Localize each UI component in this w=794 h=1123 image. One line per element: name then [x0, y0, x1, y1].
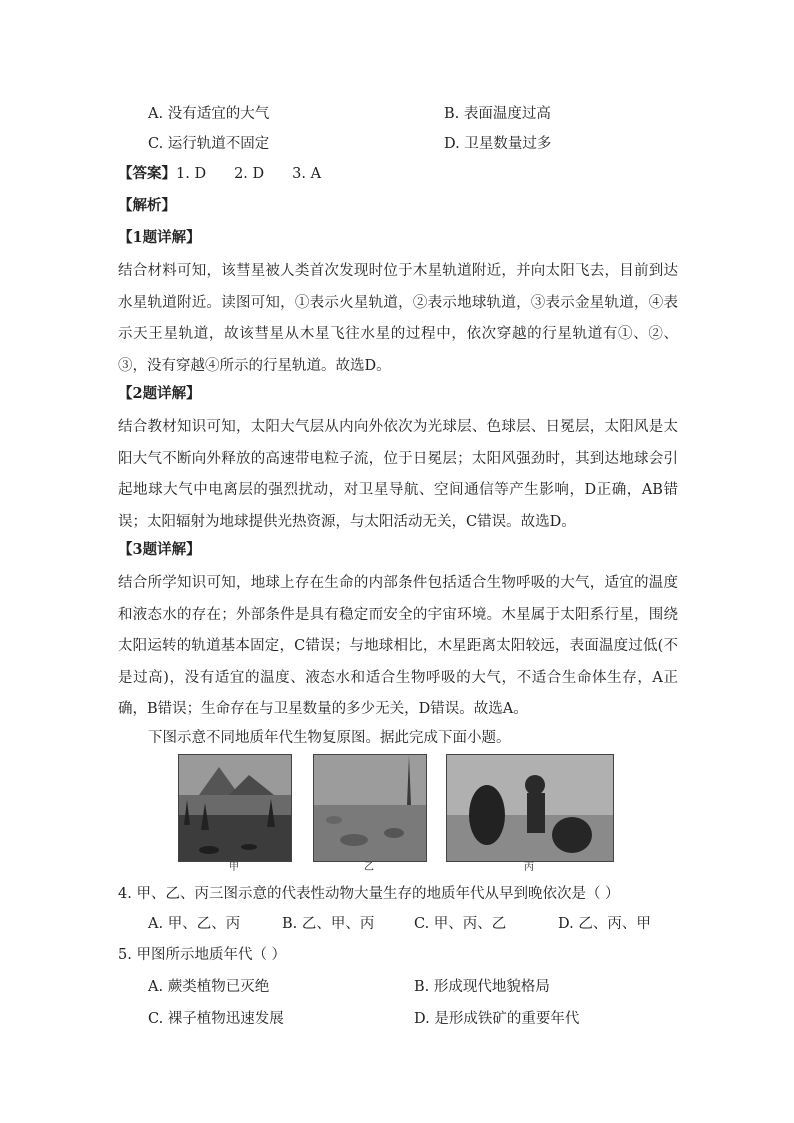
- answer-line: [118, 164, 349, 184]
- q3-option-b: B. 表面温度过高: [444, 106, 551, 122]
- q3-option-a: A. 没有适宜的大气: [148, 106, 270, 122]
- q5-option-c: C. 裸子植物迅速发展: [148, 1011, 284, 1027]
- figure-jia-image: [178, 754, 292, 862]
- q4-option-a: A. 甲、乙、丙: [148, 916, 241, 932]
- q5-option-b: B. 形成现代地貌格局: [414, 979, 550, 995]
- q3-text: 结合所学知识可知，地球上存在生命的内部条件包括适合生物呼吸的大气，适宜的温度和液态水的存在；外部条件是具有稳定而安全的宇宙环境。木星属于太阳系行星，围绕太阳运转的轨道基本固定，C错误；与地球相比，木星距离太阳较远，表面温度过低(不是过高)，没有适宜的温度、液态水和适合生物呼吸的大气，不适合生命体生存，A正确，B错误；生命存在与卫星数量的多少无关，D错误。故选A。: [118, 575, 678, 717]
- q5-option-a: A. 蕨类植物已灭绝: [148, 979, 270, 995]
- figure-caption-jia: 甲: [229, 862, 239, 873]
- answer-label: 【答案】: [118, 165, 176, 182]
- figure-caption-yi: 乙: [364, 862, 374, 873]
- q2-heading: 【2题详解】: [118, 385, 201, 402]
- answer-item-1: 1. D: [176, 166, 207, 182]
- q4-option-c: C. 甲、丙、乙: [414, 916, 507, 932]
- figure-caption-bing: 丙: [524, 862, 534, 873]
- q1-text: 结合材料可知，该彗星被人类首次发现时位于木星轨道附近，并向太阳飞去，目前到达水星轨道附近。读图可知，①表示火星轨道，②表示地球轨道，③表示金星轨道，④表示天王星轨道，故该彗星从木星飞往水星的过程中，依次穿越的行星轨道有①、②、③，没有穿越④所示的行星轨道。故选D。: [118, 263, 678, 374]
- q2-text: 结合教材知识可知，太阳大气层从内向外依次为光球层、色球层、日冕层，太阳风是太阳大气不断向外释放的高速带电粒子流，位于日冕层；太阳风强劲时，其到达地球会引起地球大气中电离层的强烈扰动，对卫星导航、空间通信等产生影响，D正确，AB错误；太阳辐射为地球提供光热资源，与太阳活动无关，C错误。故选D。: [118, 419, 678, 530]
- q3-option-d: D. 卫星数量过多: [444, 136, 552, 152]
- q5-stem: 5. 甲图所示地质年代（ ）: [118, 947, 287, 963]
- analysis-label: 【解析】: [118, 197, 176, 214]
- figure-intro: 下图示意不同地质年代生物复原图。据此完成下面小题。: [148, 730, 511, 746]
- q3-heading: 【3题详解】: [118, 541, 201, 558]
- q4-option-b: B. 乙、甲、丙: [282, 916, 375, 932]
- q5-option-d: D. 是形成铁矿的重要年代: [414, 1011, 580, 1027]
- q4-stem: 4. 甲、乙、丙三图示意的代表性动物大量生存的地质年代从早到晚依次是（ ）: [118, 886, 620, 902]
- q1-heading: 【1题详解】: [118, 229, 201, 246]
- figure-yi-image: [313, 754, 427, 862]
- answer-item-3: 3. A: [292, 166, 322, 182]
- figure-bing-image: [446, 754, 614, 862]
- q3-option-c: C. 运行轨道不固定: [148, 136, 270, 152]
- answer-item-2: 2. D: [234, 166, 265, 182]
- figure-strip: [178, 754, 618, 874]
- q4-option-d: D. 乙、丙、甲: [558, 916, 651, 932]
